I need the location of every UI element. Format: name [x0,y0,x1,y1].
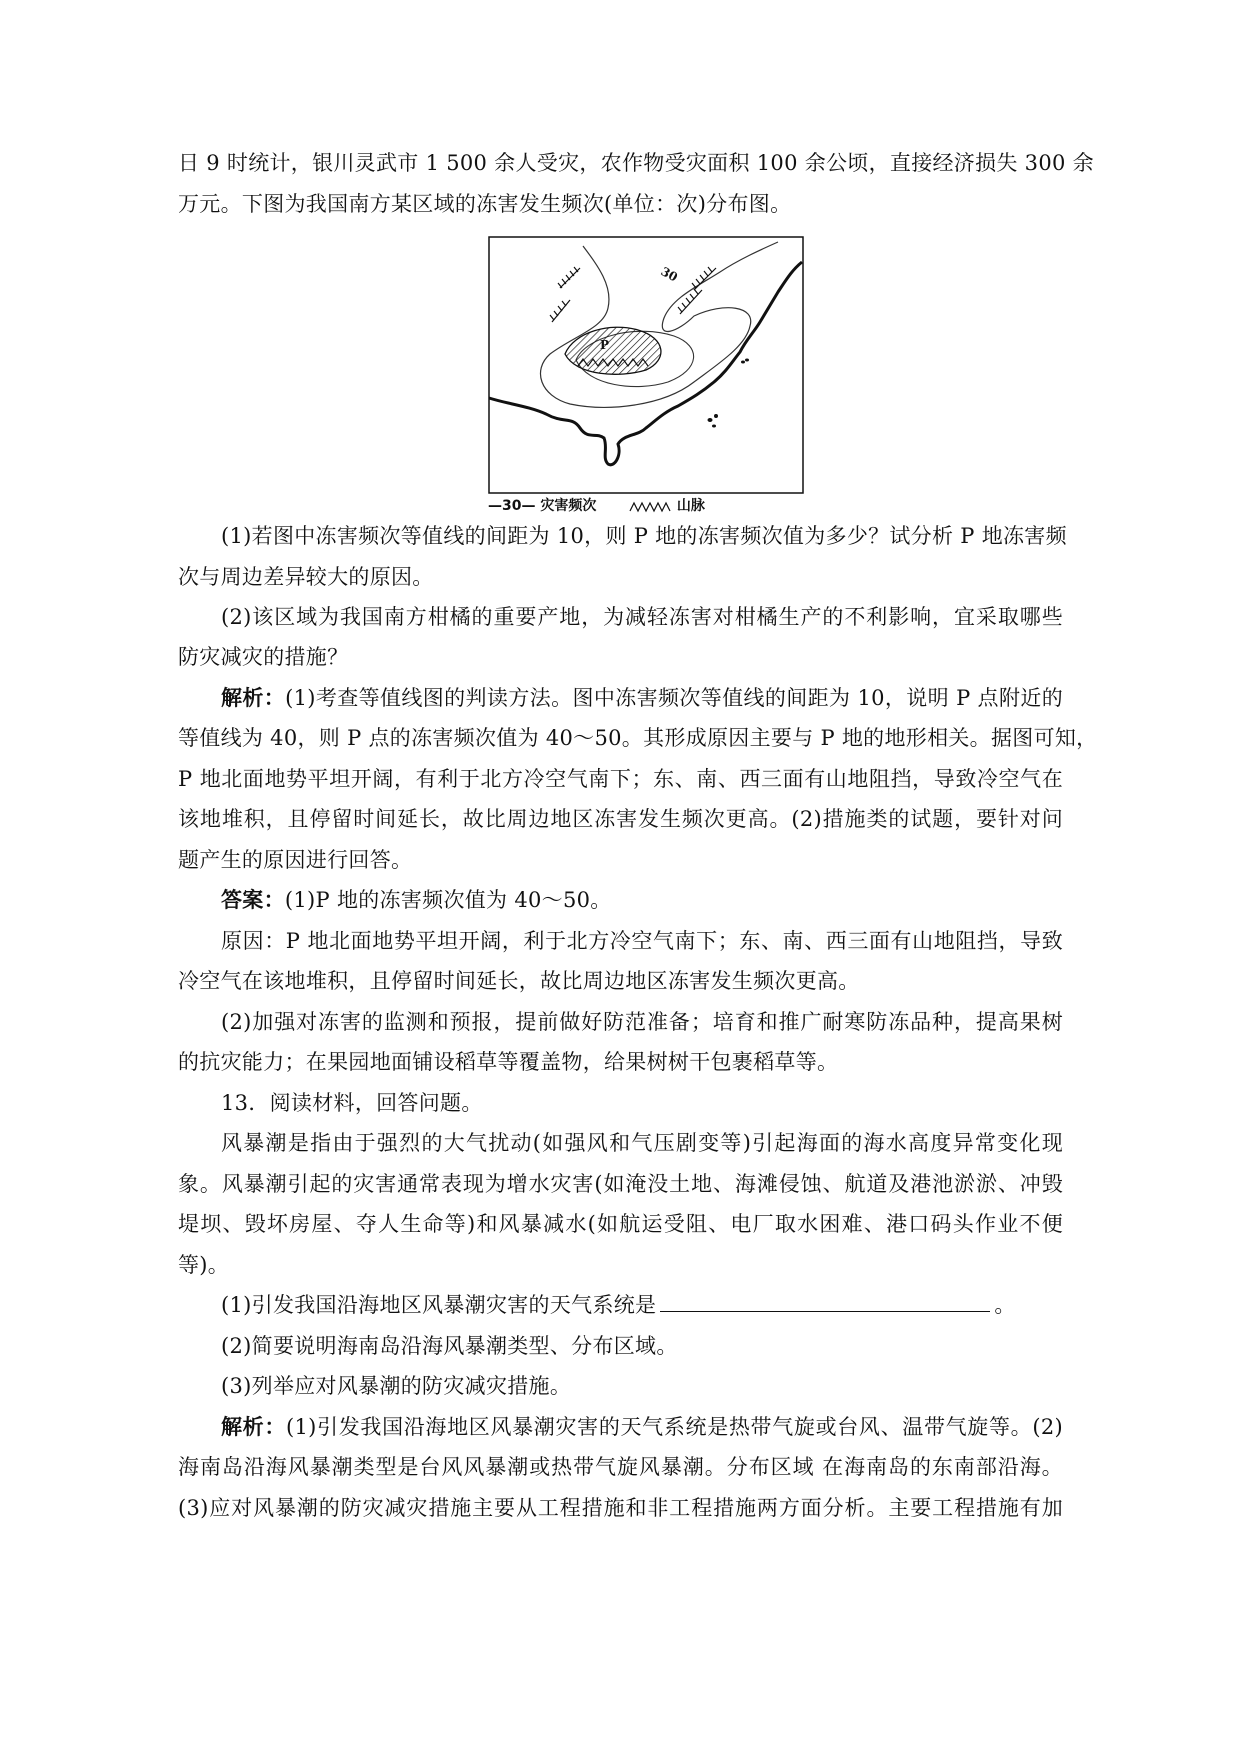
q13-material-4: 等)。 [178,1253,230,1277]
analysis1-label: 解析： [221,685,286,710]
q13-heading: 13．阅读材料，回答问题。 [221,1091,483,1115]
analysis1-line-5: 题产生的原因进行回答。 [178,848,413,872]
intro-line-2: 万元。下图为我国南方某区域的冻害发生频次(单位：次)分布图。 [178,192,792,216]
answer-blank[interactable] [660,1291,990,1312]
contour-30 [540,242,778,407]
q2-line-1: (2)该区域为我国南方柑橘的重要产地，为减轻冻害对柑橘生产的不利影响，宜采取哪些 [221,605,1063,629]
q13-material-1: 风暴潮是指由于强烈的大气扰动(如强风和气压剧变等)引起海面的海水高度异常变化现 [221,1131,1063,1155]
q13-sub3: (3)列举应对风暴潮的防灾减灾措施。 [221,1374,572,1398]
answer1-part2-1: (2)加强对冻害的监测和预报，提前做好防范准备；培育和推广耐寒防冻品种，提高果树 [221,1010,1063,1034]
analysis1-first: (1)考查等值线图的判读方法。图中冻害频次等值线的间距为 10，说明 P 点附近的 [285,686,1064,710]
q13-sub1-suffix: 。 [994,1293,1016,1317]
q13-material-2: 象。风暴潮引起的灾害通常表现为增水灾害(如淹没土地、海滩侵蚀、航道及港池淤淤、冲毁 [178,1172,1063,1196]
p-zone-hatch [565,327,661,374]
answer1-line-1 [221,885,1063,915]
q1-line-1: (1)若图中冻害频次等值线的间距为 10，则 P 地的冻害频次值为多少？试分析 P 地冻害频 [221,524,1067,548]
analysis1-line-4: 该地堆积，且停留时间延长，故比周边地区冻害发生频次更高。(2)措施类的试题，要针对问 [178,807,1063,831]
analysis2-line-3: (3)应对风暴潮的防灾减灾措施主要从工程措施和非工程措施两方面分析。主要工程措施有加 [178,1496,1063,1520]
contour-30-label: 30 [658,264,680,285]
analysis2-label: 解析： [221,1414,287,1439]
analysis1-line-2: 等值线为 40，则 P 点的冻害频次值为 40～50。其形成原因主要与 P 地的地形相关。据图可知， [178,726,1098,750]
q13-sub2: (2)简要说明海南岛沿海风暴潮类型、分布区域。 [221,1334,678,1358]
point-p-label: P [600,338,610,352]
intro-line-1: 日 9 时统计，银川灵武市 1 500 余人受灾，农作物受灾面积 100 余公顷，直接经济损失 300 余 [178,151,1094,175]
q2-line-2: 防灾减灾的措施？ [178,645,349,669]
q13-material-3: 堤坝、毁坏房屋、夺人生命等)和风暴减水(如航运受阻、电厂取水困难、港口码头作业不便 [178,1212,1063,1236]
legend-contour: —30— 灾害频次 [488,498,597,514]
analysis2-first: (1)引发我国沿海地区风暴潮灾害的天气系统是热带气旋或台风、温带气旋等。(2) [286,1415,1063,1439]
answer1-reason-2: 冷空气在该地堆积，且停留时间延长，故比周边地区冻害发生频次更高。 [178,969,860,993]
answer1-part2-2: 的抗灾能力；在果园地面铺设稻草等覆盖物，给果树树干包裹稻草等。 [178,1050,839,1074]
q1-line-2: 次与周边差异较大的原因。 [178,565,434,589]
answer1-reason-1: 原因：P 地北面地势平坦开阔，利于北方冷空气南下；东、南、西三面有山地阻挡，导致 [221,929,1063,953]
analysis2-line-2: 海南岛沿海风暴潮类型是台风风暴潮或热带气旋风暴潮。分布区域 在海南岛的东南部沿海。 [178,1455,1063,1479]
answer1-label: 答案： [221,887,285,912]
mountain-range-east [678,267,716,314]
mountain-range-north [550,267,580,322]
q13-sub1 [221,1290,1063,1320]
frost-frequency-map [488,236,804,494]
legend-mountain-label: 山脉 [676,498,705,514]
answer1-first: (1)P 地的冻害频次值为 40～50。 [284,888,612,912]
q13-sub1-prefix: (1)引发我国沿海地区风暴潮灾害的天气系统是 [221,1293,657,1317]
analysis1-line-3: P 地北面地势平坦开阔，有利于北方冷空气南下；东、南、西三面有山地阻挡，导致冷空气在 [178,767,1063,791]
mountain-symbol-icon [628,499,672,513]
analysis1-line-1 [221,683,1063,713]
analysis2-line-1 [221,1412,1063,1442]
legend-mountain [628,495,705,515]
